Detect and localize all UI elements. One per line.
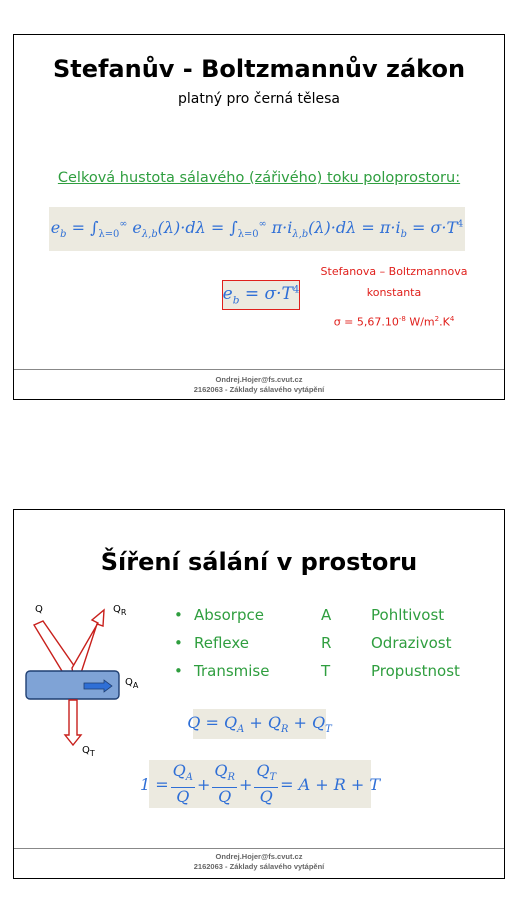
footer: Ondrej.Hojer@fs.cvut.cz 2162063 - Základy sálavého vytápění — [193, 852, 325, 871]
equation-sum: $Q = Q_A + Q_R + Q_T$ — [193, 709, 326, 739]
radiation-diagram — [14, 510, 164, 770]
slide-title: Stefanův - Boltzmannův zákon — [52, 55, 466, 83]
slide-stefan-boltzmann — [13, 34, 505, 400]
bullet-name: Odrazivost — [371, 634, 452, 652]
slide-title: Šíření sálání v prostoru — [100, 548, 418, 576]
footer: Ondrej.Hojer@fs.cvut.cz 2162063 - Základy sálavého vytápění — [193, 375, 325, 394]
bullet-dot: • — [174, 606, 183, 624]
equation-eb-boxed: $e_b = \sigma\cdot T^4$ — [222, 280, 300, 310]
label-q: Q — [35, 604, 43, 615]
reflected-arrow — [72, 610, 104, 680]
equation-ratio: 1 = $\frac{Q_A}{Q}$ + $\frac{Q_R}{Q}$ + $\frac{Q_T}{Q}$ = A + R + T — [140, 760, 381, 807]
bullet-symbol: T — [321, 662, 331, 680]
constant-note: Stefanova – Boltzmannova konstanta $\sigma = 5,67.10^{-8}$ $W/m^2.K^4$ — [320, 265, 468, 329]
bullet-symbol: A — [321, 606, 332, 624]
label-qa: $Q_A$ — [125, 677, 139, 690]
bullet-dot: • — [174, 662, 183, 680]
slide-subtitle: platný pro černá tělesa — [177, 91, 340, 107]
equation-integral: $e_b = \int_{\lambda=0}^\infty$ $e_{\lambda,b}(\lambda)\cdot d\lambda = \int_{\lambda=0}^\infty$ $\pi\cdot i_{\lambda,b}(\lambda)\cdot d\lambda = \pi\cdot i_b = \sigma\cdot T^4$ — [49, 207, 465, 251]
footer-divider — [14, 369, 504, 370]
bullet-term: Reflexe — [194, 634, 250, 652]
bullet-name: Propustnost — [371, 662, 460, 680]
bullet-dot: • — [174, 634, 183, 652]
label-qt: $Q_T$ — [82, 745, 95, 758]
bullet-term: Transmise — [194, 662, 270, 680]
label-qr: $Q_R$ — [113, 604, 127, 617]
bullet-term: Absorpce — [194, 606, 264, 624]
section-heading: Celková hustota sálavého (zářivého) toku poloprostoru: — [57, 170, 461, 186]
bullet-symbol: R — [321, 634, 332, 652]
slide-radiation-propagation — [13, 509, 505, 879]
footer-divider — [14, 848, 504, 849]
bullet-name: Pohltivost — [371, 606, 445, 624]
transmitted-arrow — [65, 700, 81, 745]
